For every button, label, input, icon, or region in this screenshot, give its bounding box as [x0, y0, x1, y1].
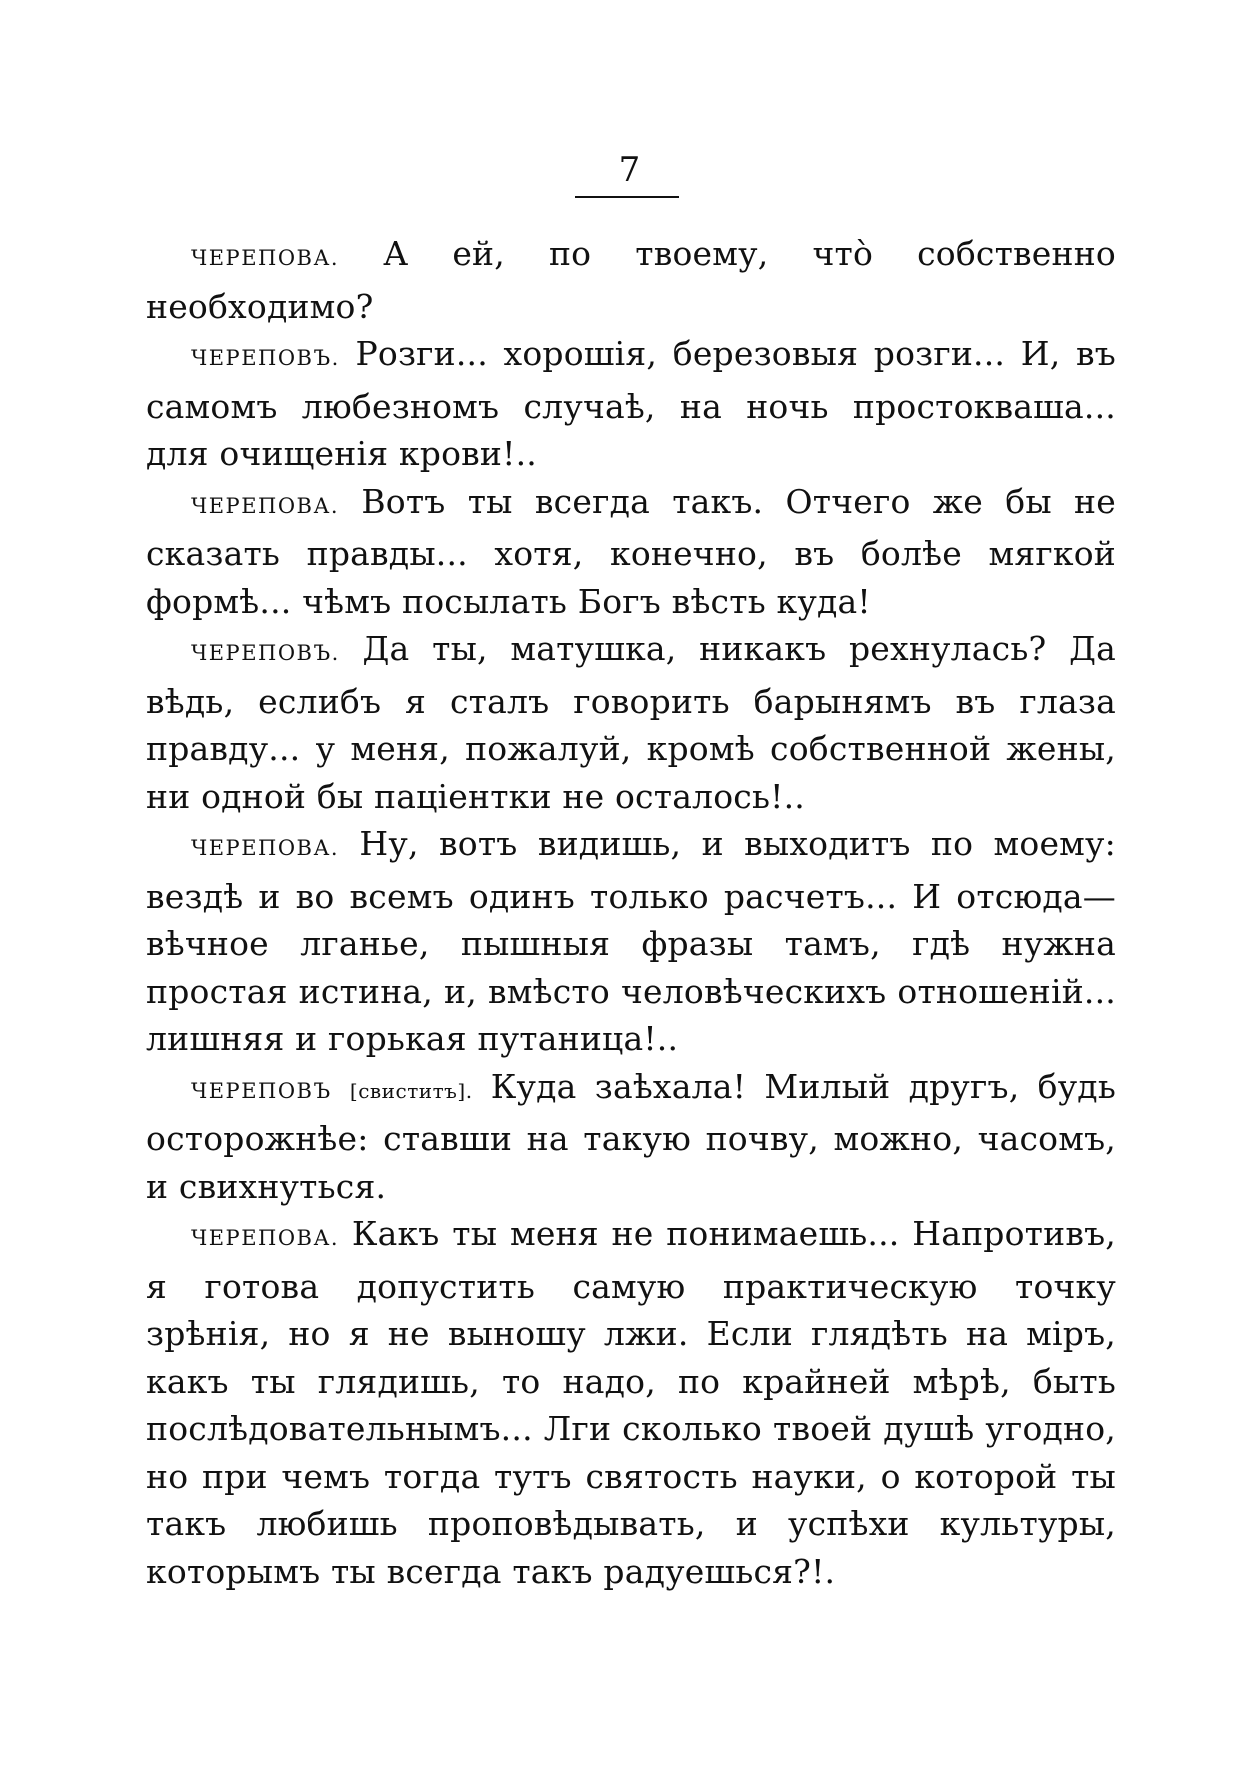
speech-text: Какъ ты меня не понимаешь... Напротивъ, я готова допустить самую практическую точку зрѣнія, но я не выношу лжи. Если глядѣть на міръ, какъ ты глядишь, то надо, по крайней мѣрѣ, быть послѣдовательнымъ... Лги сколько твоей душѣ угодно, но при чемъ тогда тутъ святость науки, о которой ты такъ любишь проповѣдывать, и успѣхи культуры, которымъ ты всегда такъ радуешься?!. — [146, 1214, 1116, 1591]
speaker-name: ЧЕРЕПОВА. — [191, 246, 340, 270]
dialogue-line — [146, 1063, 1116, 1211]
dialogue-line — [146, 1210, 1116, 1595]
speaker-name: ЧЕРЕПОВА. — [191, 493, 340, 518]
speaker-name: ЧЕРЕПОВЪ. — [191, 346, 340, 370]
speaker-name: ЧЕРЕПОВЪ — [191, 1078, 332, 1103]
speech-text: А ей, по твоему, что̀ собственно необходимо? — [146, 234, 1116, 326]
speech-text: Куда заѣхала! Милый другъ, будь осторожнѣе: ставши на такую почву, можно, часомъ, и свихнуться. — [146, 1066, 1116, 1206]
speaker-name: ЧЕРЕПОВЪ. — [191, 641, 340, 665]
speaker-name: ЧЕРЕПОВА. — [191, 836, 340, 860]
dialogue-line — [146, 330, 1116, 478]
dialogue-line — [146, 625, 1116, 820]
speaker-name: ЧЕРЕПОВА. — [191, 1226, 340, 1250]
page-number-rule — [575, 196, 679, 198]
stage-direction: [свиститъ]. — [349, 1078, 473, 1103]
speech-text: Вотъ ты всегда такъ. Отчего же бы не сказать правды... хотя, конечно, въ болѣе мягкой формѣ... чѣмъ посылать Богъ вѣсть куда! — [146, 481, 1116, 621]
dialogue-line — [146, 478, 1116, 626]
speech-text: Розги... хорошія, березовыя розги... И, въ самомъ любезномъ случаѣ, на ночь простокваша... для очищенія крови!.. — [146, 334, 1116, 473]
dialogue-line — [146, 230, 1116, 330]
dialogue-text — [146, 230, 1116, 1595]
speech-text: Да ты, матушка, никакъ рехнулась? Да вѣдь, еслибъ я сталъ говорить барынямъ въ глаза правду... у меня, пожалуй, кромѣ собственной жены, ни одной бы паціентки не осталось!.. — [146, 629, 1116, 816]
speech-text: Ну, вотъ видишь, и выходитъ по моему: вездѣ и во всемъ одинъ только расчетъ... И отсюда—вѣчное лганье, пышныя фразы тамъ, гдѣ нужна простая истина, и, вмѣсто человѣческихъ отношеній... лишняя и горькая путаница!.. — [146, 824, 1116, 1058]
dialogue-line — [146, 820, 1116, 1063]
page-number: 7 — [618, 150, 641, 190]
